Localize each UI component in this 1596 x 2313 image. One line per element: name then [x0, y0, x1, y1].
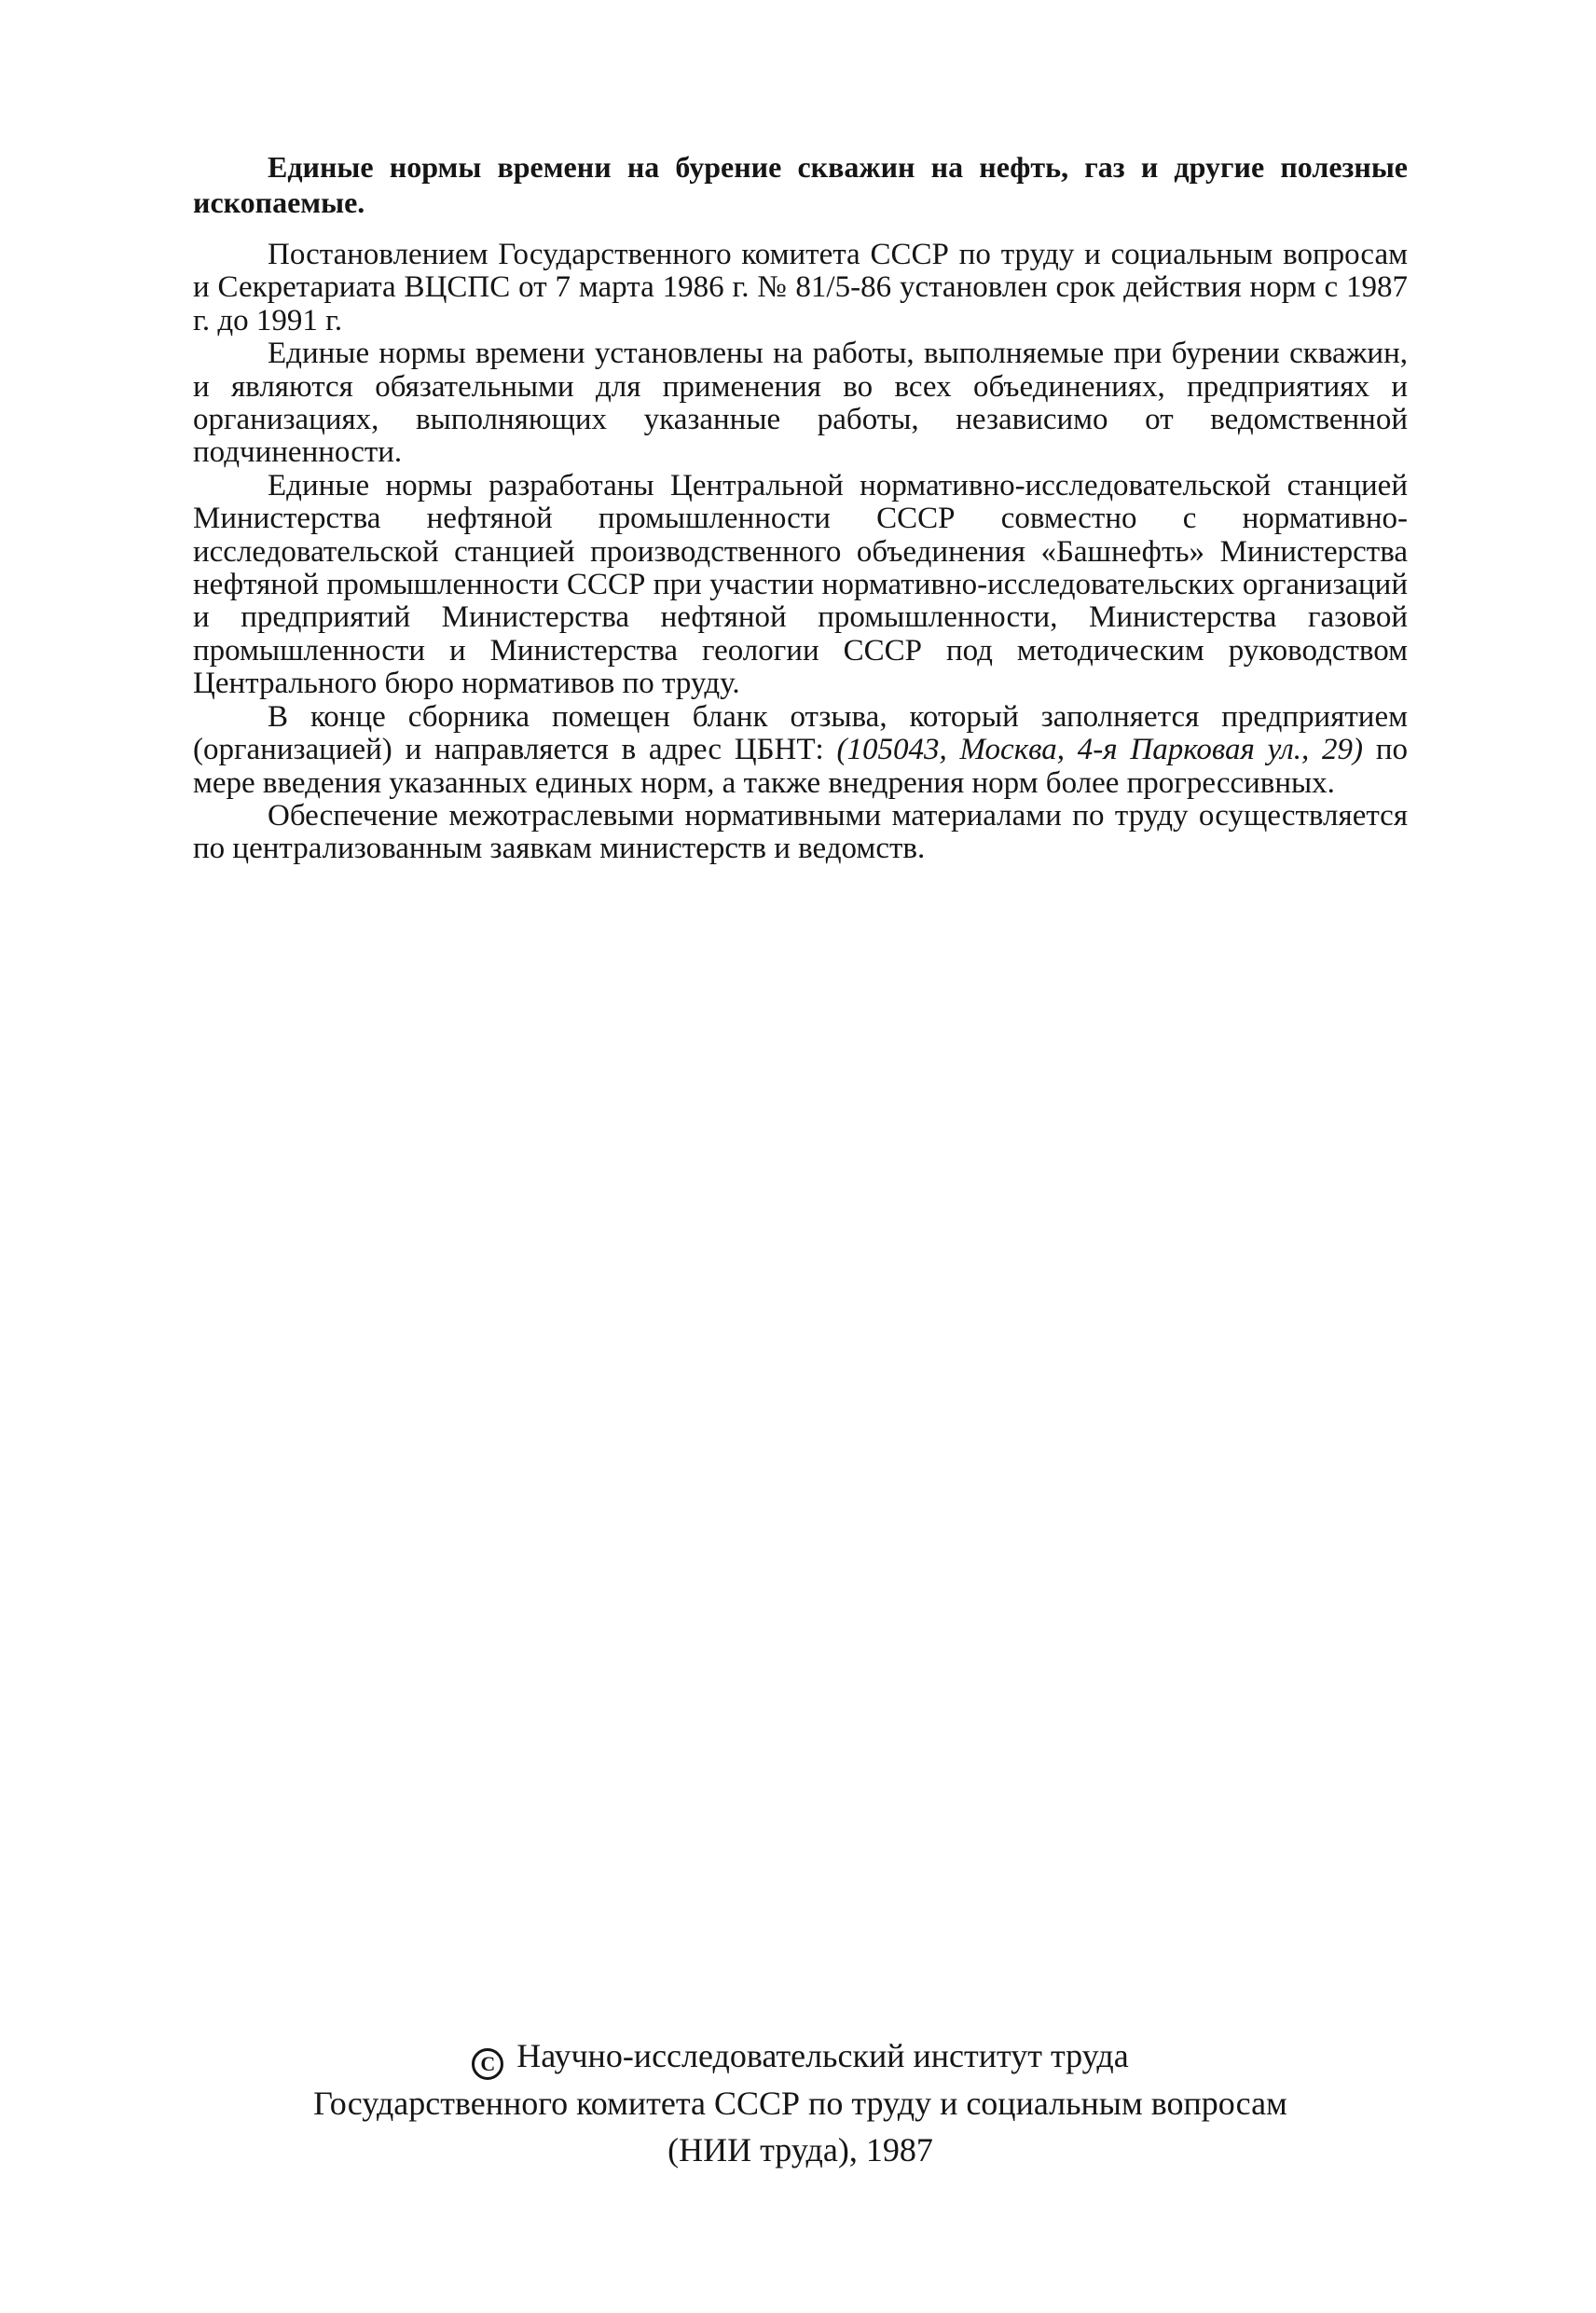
copyright-line-2: Государственного комитета СССР по труду и социальным вопросам	[313, 2085, 1287, 2122]
paragraph-feedback	[193, 701, 1408, 800]
feedback-address: (105043, Москва, 4-я Парковая ул., 29)	[836, 733, 1364, 767]
copyright-block	[193, 2032, 1408, 2173]
paragraph-supply: Обеспечение межотраслевыми нормативными материалами по труду осуществляется по централизованным заявкам министерств и ведомств.	[193, 798, 1408, 866]
paragraph-resolution: Постановлением Государственного комитета СССР по труду и социальным вопросам и Секретариата ВЦСПС от 7 марта 1986 г. № 81/5-86 установлен срок действия норм с 1987 г. до 1991 г.	[193, 238, 1408, 337]
copyright-icon: C	[472, 2048, 503, 2080]
document-body	[193, 149, 1408, 866]
paragraph-developers: Единые нормы разработаны Центральной нормативно-исследовательской станцией Министерства нефтяной промышленности СССР совместно с нормативно-исследовательской станцией производственного объединения «Башнефть» Министерства нефтяной промышленности СССР при участии нормативно-исследовательских организаций и предприятий Министерства нефтяной промышленности, Министерства газовой промышленности и Министерства геологии СССР под методическим руководством Центрального бюро нормативов по труду.	[193, 468, 1408, 701]
copyright-institute: Научно-исследовательский институт труда	[516, 2037, 1129, 2074]
copyright-line-3: (НИИ труда), 1987	[667, 2131, 933, 2168]
copyright-line-1	[193, 2032, 1408, 2080]
paragraph-scope: Единые нормы времени установлены на работы, выполняемые при бурении скважин, и являются обязательными для применения во всех объединениях, предприятиях и организациях, выполняющих указанные работы, независимо от ведомственной подчиненности.	[193, 337, 1408, 470]
feedback-text-end: по мере введения указанных единых норм, а также внедрения норм более прогрессивных.	[193, 733, 1408, 800]
feedback-text-start: В конце сборника помещен бланк отзыва, который заполняется предприятием (организацией) и направляется в адрес ЦБНТ:	[193, 699, 1408, 767]
document-title: Единые нормы времени на бурение скважин на нефть, газ и другие полезные ископаемые.	[193, 150, 1408, 219]
